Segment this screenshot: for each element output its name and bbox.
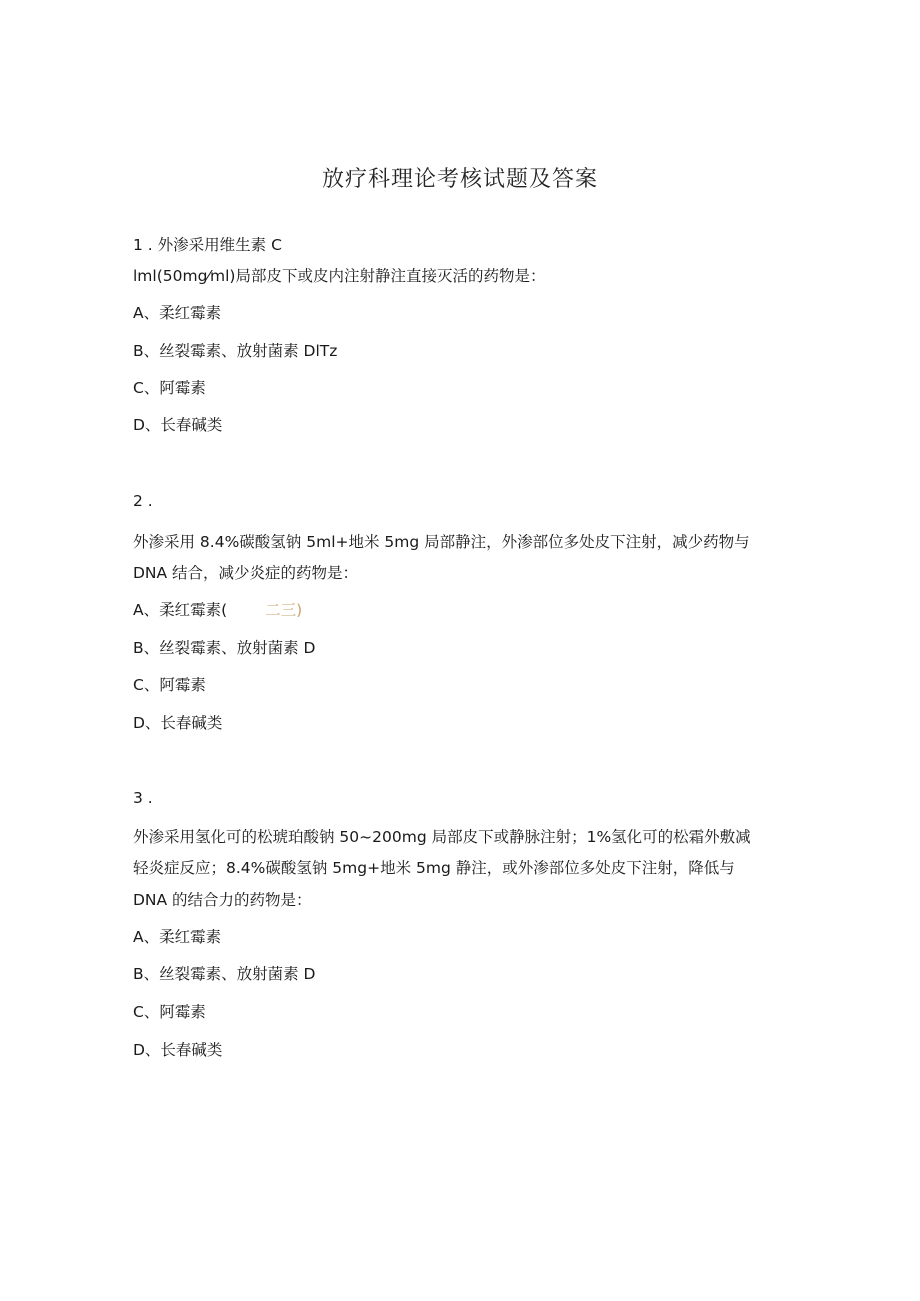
question-3-stem-line-1: 外渗采用氢化可的松琥珀酸钠 50~200mg 局部皮下或静脉注射；1%氢化可的松霜外敷减: [133, 828, 751, 846]
question-3-option-c: C、阿霉素: [133, 1003, 206, 1021]
question-2-option-a: [133, 600, 302, 620]
question-1-option-c: C、阿霉素: [133, 379, 206, 397]
page-title: 放疗科理论考核试题及答案: [321, 167, 598, 192]
question-2-number: 2 .: [133, 492, 153, 510]
question-1-option-b: B、丝裂霉素、放射菌素 DlTz: [133, 342, 338, 360]
question-2-option-a-faint-mark: 二三): [265, 601, 303, 619]
question-2-option-c: C、阿霉素: [133, 676, 206, 694]
question-2-stem-line-1: 外渗采用 8.4%碳酸氢钠 5ml+地米 5mg 局部静注，外渗部位多处皮下注射，减少药物与: [133, 533, 750, 551]
question-3-option-d: D、长春碱类: [133, 1041, 223, 1059]
question-3-stem-line-3: DNA 的结合力的药物是：: [133, 891, 312, 909]
question-2-stem-line-2: DNA 结合，减少炎症的药物是：: [133, 564, 359, 582]
question-2-option-a-text: A、柔红霉素(: [133, 601, 228, 619]
question-3-number: 3 .: [133, 789, 153, 807]
question-1-stem-line-1: [133, 235, 282, 255]
question-1-option-d: D、长春碱类: [133, 416, 223, 434]
question-1-number: 1 .: [133, 236, 153, 254]
question-2-option-d: D、长春碱类: [133, 714, 223, 732]
question-1-stem-text: 外渗采用维生素 C: [157, 236, 282, 254]
question-1-option-a: A、柔红霉素: [133, 304, 222, 322]
question-2-option-b: B、丝裂霉素、放射菌素 D: [133, 639, 316, 657]
question-3-option-a: A、柔红霉素: [133, 928, 222, 946]
question-3-stem-line-2: 轻炎症反应；8.4%碳酸氢钠 5mg+地米 5mg 静注，或外渗部位多处皮下注射，降低与: [133, 859, 735, 877]
question-3-option-b: B、丝裂霉素、放射菌素 D: [133, 965, 316, 983]
question-1-stem-line-2: lml(50mg⁄ml)局部皮下或皮内注射静注直接灭活的药物是：: [133, 267, 546, 285]
